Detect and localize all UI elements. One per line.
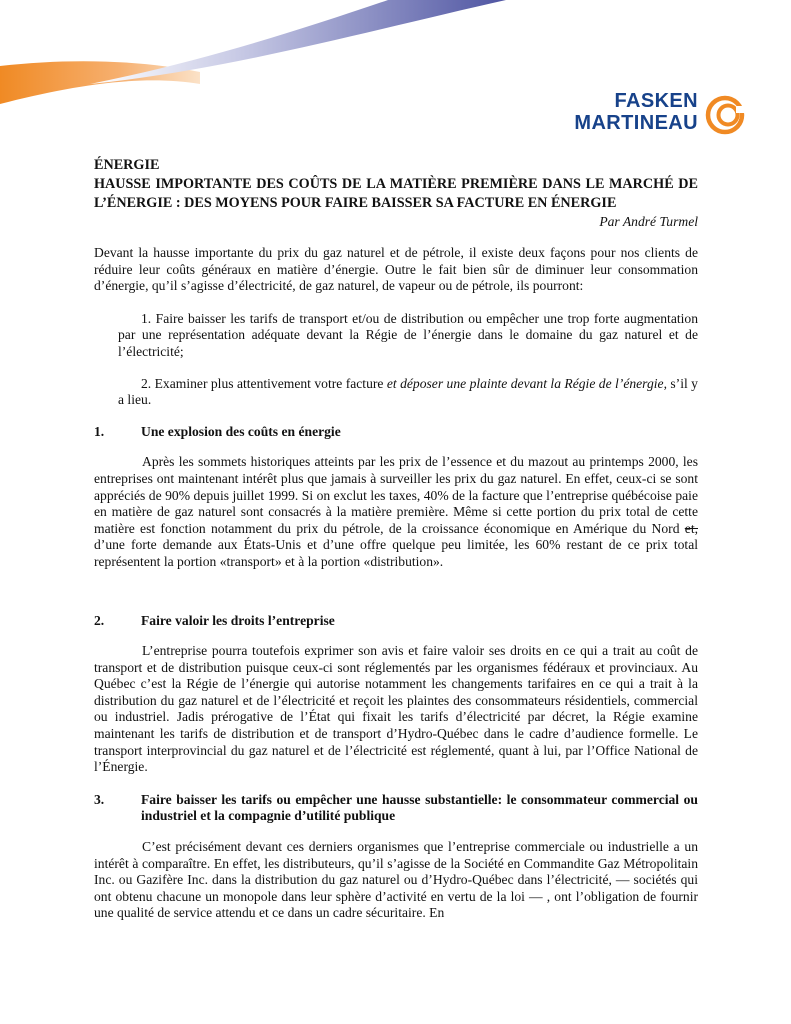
list-item-text: Faire baisser les tarifs de transport et/ou de distribution ou empêcher une trop forte augmentation par une représentation adéquate devant la Régie de l’énergie dans le domaine du gaz naturel et de l’électricité; [118,310,699,359]
list-item-number: 1. [141,310,152,326]
list-item-number: 2. [141,375,152,391]
list-item-text: Examiner plus attentivement votre facture [154,375,387,391]
section-2-paragraph: L’entreprise pourra toutefois exprimer son avis et faire valoir ses droits en ce qui a trait au coût de transport et de distribution puisque ceux-ci sont réglementés par les organismes fédéraux et provinciaux. Au Québec c’est la Régie de l’énergie qui autorise notamment les changements tarifaires en ce qui a trait à la distribution du gaz naturel et de l’électricité et reçoit les plaintes des consommateurs résidentiels, commercial ou industriel. Jadis prérogative de l’État qui fixait les tarifs d’électricité par décret, la Régie examine maintenant les tarifs de distribution et de transport d’Hydro-Québec dans le cadre d’audience formelle. Le transport interprovincial du gaz naturel et de l’électricité est réglementé, quant à lui, par l’Office National de l’Énergie. [94,643,698,775]
section-title: Faire baisser les tarifs ou empêcher une hausse substantielle: le consommateur commercial ou industriel et la compagnie d’utilité publique [141,791,698,824]
list-item-text-end: , s’il y a lieu. [118,375,698,408]
section-title: Faire valoir les droits l’entreprise [141,612,335,628]
logo-line1: FASKEN [614,90,698,112]
section-number: 2. [94,612,105,628]
section-1-paragraph [94,454,698,570]
document-body [94,156,698,938]
paragraph-text-end: d’une forte demande aux États-Unis et d’une offre quelque peu limitée, les 60% restant de ce prix total représentent la portion «transport» et à la portion «distribution». [94,537,698,569]
paragraph-text: Après les sommets historiques atteints par les prix de l’essence et du mazout au printemps 2000, les entreprises ont maintenant intérêt plus que jamais à surveiller les prix du gaz naturel. En effet, ceux-ci se sont appréciés de 90% depuis juillet 1999. Si on exclut les taxes, 40% de la facture que l’entreprise québécoise paie en matière de gaz naturel sont consacrés à la matière première. Même si cette portion du prix total de cette matière est fonction notamment du prix du pétrole, de la croissance économique en Amérique du Nord [94,454,698,536]
section-heading-2 [94,613,698,630]
section-heading-3 [94,792,698,825]
struck-text: et, [684,520,698,536]
intro-paragraph: Devant la hausse importante du prix du gaz naturel et de pétrole, il existe deux façons pour nos clients de réduire leur coûts généraux en matière d’énergie. Outre le fait bien sûr de diminuer leur consommation d’énergie, qu’il s’agisse d’électricité, de gaz naturel, de vapeur ou de pétrole, ils pourront: [94,245,698,294]
section-title: Une explosion des coûts en énergie [141,423,341,439]
section-heading-1 [94,424,698,441]
author-byline: Par André Turmel [599,214,698,229]
list-item [118,376,698,409]
fasken-martineau-logo [570,90,750,138]
logo-swirl-icon [703,94,747,136]
list-item-italic-text: et déposer une plainte devant la Régie de l’énergie [386,375,664,391]
title-headline: HAUSSE IMPORTANTE DES COÛTS DE LA MATIÈRE PREMIÈRE DANS LE MARCHÉ DE L’ÉNERGIE : DES MOYENS POUR FAIRE BAISSER SA FACTURE EN ÉNERGIE [94,176,698,211]
section-number: 1. [94,423,105,439]
title-category: ÉNERGIE [94,157,160,173]
document-title [94,156,698,213]
section-number: 3. [94,791,105,807]
section-3-paragraph: C’est précisément devant ces derniers organismes que l’entreprise commerciale ou industrielle a un intérêt à comparaître. En effet, les distributeurs, qu’il s’agisse de la Société en Commandite Gaz Métropolitain Inc. ou Gazifère Inc. dans la distribution du gaz naturel ou d’Hydro-Québec dans l’électricité, — sociétés qui ont obtenu chacune un monopole dans leur sphère d’activité en vertu de la loi — , ont l’obligation de fournir une qualité de service attendu et ce dans un cadre sécuritaire. En [94,839,698,921]
list-item [118,311,698,361]
logo-line2: MARTINEAU [574,112,698,134]
